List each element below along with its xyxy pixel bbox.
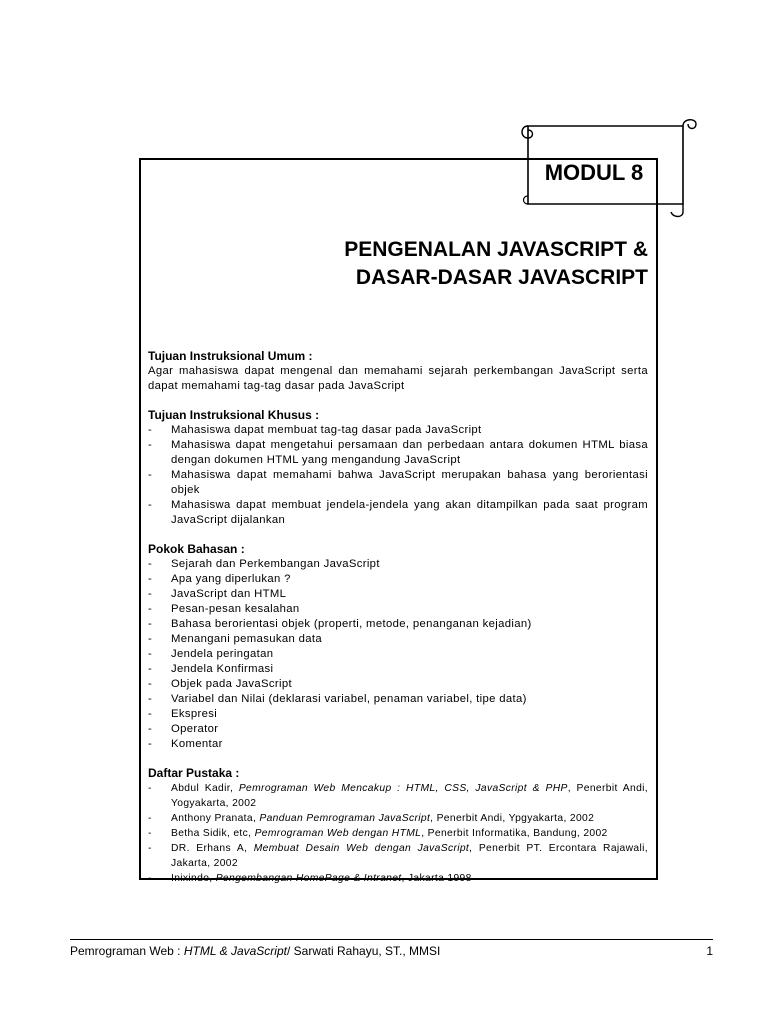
list-item: - Variabel dan Nilai (deklarasi variabel, penaman variabel, tipe data) xyxy=(148,693,527,705)
list-item: - Komentar xyxy=(148,738,223,750)
pustaka-heading: Daftar Pustaka : xyxy=(148,766,240,780)
reference-item: - DR. Erhans A, Membuat Desain Web dengan JavaScript, Penerbit PT. Ercontara Rajawali, Jakarta, 2002 xyxy=(148,843,648,869)
page-footer xyxy=(70,944,713,958)
module-badge: MODUL 8 xyxy=(544,160,644,185)
list-item: - Bahasa berorientasi objek (properti, metode, penanganan kejadian) xyxy=(148,618,532,630)
tik-heading: Tujuan Instruksional Khusus : xyxy=(148,408,320,422)
list-item: - Mahasiswa dapat memahami bahwa JavaScript merupakan bahasa yang berorientasi objek xyxy=(148,469,648,496)
bullet: - xyxy=(148,469,153,481)
reference-item: - Inixindo, Pengembangan HomePage & Intranet, Jakarta 1998 xyxy=(148,873,472,884)
list-item: - Menangani pemasukan data xyxy=(148,633,322,645)
section-tik xyxy=(148,408,648,528)
reference-item: - Betha Sidik, etc, Pemrograman Web dengan HTML, Penerbit Informatika, Bandung, 2002 xyxy=(148,828,608,839)
list-item: - Jendela Konfirmasi xyxy=(148,663,274,675)
reference-item: - Abdul Kadir, Pemrograman Web Mencakup : HTML, CSS, JavaScript & PHP, Penerbit Andi, Yogyakarta, 2002 xyxy=(148,783,649,809)
reference-item: - Anthony Pranata, Panduan Pemrograman JavaScript, Penerbit Andi, Ypgyakarta, 2002 xyxy=(148,813,595,824)
list-item: - Pesan-pesan kesalahan xyxy=(148,603,300,615)
tiu-text: Agar mahasiswa dapat mengenal dan memahami sejarah perkembangan JavaScript serta dapat memahami tag-tag dasar pada JavaScript xyxy=(148,365,648,392)
tik-list xyxy=(148,423,648,528)
pokok-heading: Pokok Bahasan : xyxy=(148,542,245,556)
list-item: - Mahasiswa dapat membuat jendela-jendela yang akan ditampilkan pada saat program JavaScript dijalankan xyxy=(148,499,648,526)
title-line-1: PENGENALAN JAVASCRIPT & xyxy=(344,238,648,261)
bullet: - xyxy=(148,499,153,511)
pokok-list xyxy=(148,557,648,752)
list-item: - Mahasiswa dapat mengetahui persamaan dan perbedaan antara dokumen HTML biasa dengan dokumen HTML yang mengandung JavaScript xyxy=(148,439,648,466)
section-tiu xyxy=(148,349,648,394)
list-item: - Sejarah dan Perkembangan JavaScript xyxy=(148,558,380,570)
title-line-2: DASAR-DASAR JAVASCRIPT xyxy=(355,266,648,289)
page-title xyxy=(160,236,648,292)
page-number: 1 xyxy=(706,944,713,958)
list-item: - Objek pada JavaScript xyxy=(148,678,293,690)
module-content xyxy=(148,349,648,900)
section-pokok xyxy=(148,542,648,752)
list-item: - Ekspresi xyxy=(148,708,218,720)
footer-author: / Sarwati Rahayu, ST., MMSI xyxy=(286,944,441,958)
footer-course: Pemrograman Web : xyxy=(70,944,184,958)
pustaka-list xyxy=(148,781,648,886)
footer-divider xyxy=(70,939,713,940)
tiu-heading: Tujuan Instruksional Umum : xyxy=(148,349,313,363)
list-item: - Operator xyxy=(148,723,219,735)
bullet: - xyxy=(148,439,153,451)
list-item: - Mahasiswa dapat membuat tag-tag dasar pada JavaScript xyxy=(148,424,482,436)
footer-subject: HTML & JavaScript xyxy=(183,944,287,958)
list-item: - Jendela peringatan xyxy=(148,648,274,660)
list-item: - Apa yang diperlukan ? xyxy=(148,573,291,585)
bullet: - xyxy=(148,424,153,436)
section-pustaka xyxy=(148,766,648,886)
list-item: - JavaScript dan HTML xyxy=(148,588,287,600)
